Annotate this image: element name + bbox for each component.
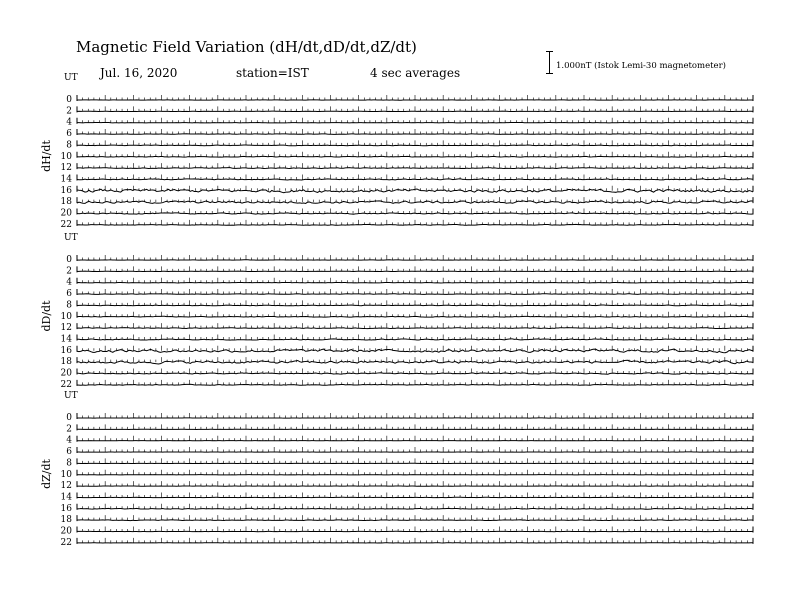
hour-label: 22: [60, 379, 72, 390]
hour-label: 8: [66, 458, 72, 469]
hour-label: 10: [60, 469, 72, 480]
averaging-label: 4 sec averages: [370, 66, 461, 80]
hour-label: 22: [60, 219, 72, 230]
hour-label: 20: [60, 526, 72, 537]
hour-label: 6: [66, 447, 72, 458]
hour-label: 8: [66, 300, 72, 311]
hour-label: 18: [60, 197, 72, 208]
hour-label: 18: [60, 515, 72, 526]
panel-label-dz-dt: dZ/dt: [40, 459, 53, 489]
hour-label: 12: [60, 163, 72, 174]
trace-line: [77, 316, 753, 317]
trace-line: [77, 328, 753, 329]
trace-line: [77, 168, 753, 169]
hour-label: 14: [60, 334, 72, 345]
hour-label: 2: [66, 106, 72, 117]
hour-label: 0: [66, 413, 72, 423]
hour-label: 2: [66, 266, 72, 277]
trace-line: [77, 520, 753, 521]
trace-line: [77, 179, 753, 180]
hour-label: 20: [60, 368, 72, 379]
trace-line: [77, 508, 753, 509]
hour-label: 6: [66, 289, 72, 300]
hour-label: 16: [60, 185, 72, 196]
hour-label: 12: [60, 481, 72, 492]
hour-label: 20: [60, 208, 72, 219]
page-title: Magnetic Field Variation (dH/dt,dD/dt,dZ/dt): [76, 38, 417, 56]
hour-label: 4: [66, 117, 72, 128]
hour-label: 6: [66, 129, 72, 140]
hour-label: 12: [60, 323, 72, 334]
ut-label: UT: [64, 233, 78, 243]
hour-label: 16: [60, 503, 72, 514]
trace-line: [77, 294, 753, 295]
hour-label: 0: [66, 255, 72, 265]
hour-label: 4: [66, 277, 72, 288]
panel-label-dd-dt: dD/dt: [40, 300, 53, 332]
hour-label: 16: [60, 345, 72, 356]
hour-label: 10: [60, 151, 72, 162]
scale-label: 1.000nT (Istok Lemi-30 magnetometer): [556, 61, 726, 71]
ut-label: UT: [64, 73, 78, 83]
hour-label: 4: [66, 435, 72, 446]
date-label: Jul. 16, 2020: [100, 66, 178, 80]
trace-line: [77, 305, 753, 306]
hour-label: 14: [60, 492, 72, 503]
hour-label: 0: [66, 95, 72, 105]
trace-line: [77, 282, 753, 283]
hour-label: 22: [60, 537, 72, 548]
hour-label: 18: [60, 357, 72, 368]
hour-label: 8: [66, 140, 72, 151]
hour-label: 14: [60, 174, 72, 185]
station-label: station=IST: [236, 66, 309, 80]
hour-label: 10: [60, 311, 72, 322]
hour-label: 2: [66, 424, 72, 435]
ut-label: UT: [64, 391, 78, 401]
trace-line: [77, 134, 753, 135]
trace-line: [77, 156, 753, 157]
panel-label-dh-dt: dH/dt: [40, 140, 53, 172]
